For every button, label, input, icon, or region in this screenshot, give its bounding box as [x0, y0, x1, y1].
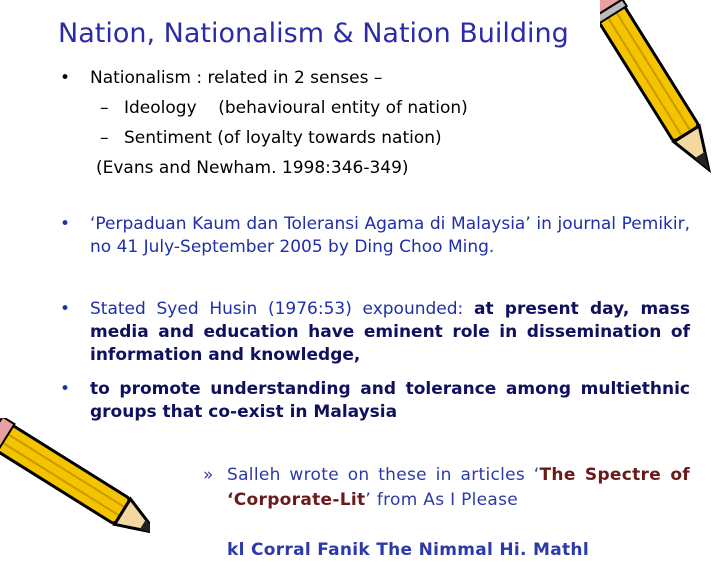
sub-item-sentiment: Sentiment (of loyalty towards nation): [124, 128, 442, 148]
bullet-marker: •: [60, 214, 71, 234]
syed-husin-lead: Stated Syed Husin (1976:53) expounded:: [90, 299, 474, 319]
pencil-icon: [0, 418, 150, 546]
pencil-icon: [600, 0, 728, 192]
salleh-article-title: The Spectre of ‘Corporate-Lit: [227, 465, 690, 510]
bullet-marker: •: [60, 379, 71, 399]
bullet-journal-article: ‘Perpaduan Kaum dan Toleransi Agama di Malaysia’ in journal Pemikir, no 41 July-September 2005 by Ding Choo Ming.: [90, 214, 690, 257]
sub-bullet-cutoff: kl Corral Fanik The Nimmal Hi. Mathl: [227, 540, 589, 560]
sub-item-ideology: Ideology (behavioural entity of nation): [124, 98, 468, 118]
bullet-marker: •: [60, 68, 71, 88]
dash-marker: –: [100, 98, 109, 118]
reference-citation: (Evans and Newham. 1998:346-349): [96, 158, 409, 178]
dash-marker: –: [100, 128, 109, 148]
bullet-marker: •: [60, 299, 71, 319]
slide-title: Nation, Nationalism & Nation Building: [58, 18, 569, 49]
bullet-nationalism: Nationalism : related in 2 senses –: [90, 68, 383, 88]
salleh-lead: Salleh wrote on these in articles ‘: [227, 465, 540, 485]
syed-husin-quote: at present day, mass media and education have eminent role in dissemination of information and knowledge,: [90, 299, 690, 365]
bullet-syed-husin: [90, 298, 690, 367]
bullet-promote-understanding: to promote understanding and tolerance among multiethnic groups that co-exist in Malaysia: [90, 379, 690, 422]
salleh-source: ’ from As I Please: [365, 490, 519, 510]
sub-bullet-marker: »: [203, 465, 214, 485]
sub-bullet-salleh: [227, 463, 690, 513]
